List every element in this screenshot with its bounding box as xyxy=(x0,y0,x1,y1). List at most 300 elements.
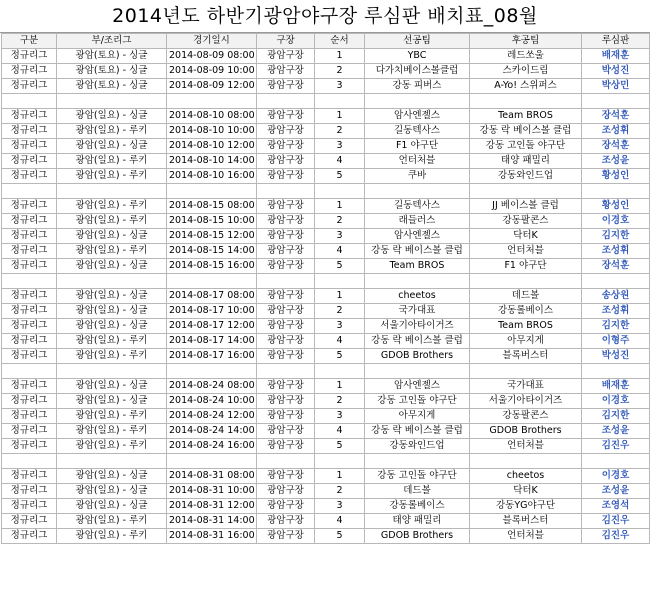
cell-away-team: 국가대표 xyxy=(365,304,470,319)
cell-order: 2 xyxy=(315,124,365,139)
cell-league: 광암(일요) - 루키 xyxy=(57,349,167,364)
cell-umpire: 이형주 xyxy=(582,334,650,349)
table-row xyxy=(2,529,650,544)
cell-datetime: 2014-08-10 08:00 xyxy=(167,109,257,124)
cell-field: 광암구장 xyxy=(257,529,315,544)
cell-field: 광암구장 xyxy=(257,64,315,79)
cell-away-team: 강동 고인돌 야구단 xyxy=(365,469,470,484)
cell-umpire: 박성진 xyxy=(582,349,650,364)
spacer-cell xyxy=(365,94,470,109)
cell-home-team: 강동 락 베이스볼 클럽 xyxy=(470,124,582,139)
cell-umpire: 배재훈 xyxy=(582,379,650,394)
cell-division: 정규리그 xyxy=(2,409,57,424)
cell-league: 광암(일요) - 싱글 xyxy=(57,304,167,319)
cell-home-team: 스카이드림 xyxy=(470,64,582,79)
cell-home-team: 서울기아타이거즈 xyxy=(470,394,582,409)
cell-away-team: 데드볼 xyxy=(365,484,470,499)
spacer-cell xyxy=(365,274,470,289)
cell-umpire: 조성윤 xyxy=(582,154,650,169)
spacer-row xyxy=(2,94,650,109)
cell-league: 광암(토요) - 싱글 xyxy=(57,49,167,64)
cell-datetime: 2014-08-31 14:00 xyxy=(167,514,257,529)
cell-datetime: 2014-08-31 08:00 xyxy=(167,469,257,484)
table-row xyxy=(2,109,650,124)
spacer-cell xyxy=(315,94,365,109)
spacer-cell xyxy=(257,184,315,199)
cell-order: 3 xyxy=(315,229,365,244)
spacer-cell xyxy=(57,94,167,109)
cell-order: 3 xyxy=(315,499,365,514)
header-home-team: 후공팀 xyxy=(470,34,582,49)
cell-datetime: 2014-08-17 16:00 xyxy=(167,349,257,364)
cell-umpire: 조성휘 xyxy=(582,304,650,319)
cell-division: 정규리그 xyxy=(2,439,57,454)
cell-umpire: 조성윤 xyxy=(582,424,650,439)
cell-field: 광암구장 xyxy=(257,469,315,484)
spacer-cell xyxy=(257,364,315,379)
cell-datetime: 2014-08-10 12:00 xyxy=(167,139,257,154)
spacer-cell xyxy=(257,94,315,109)
cell-home-team: 언터처블 xyxy=(470,244,582,259)
cell-away-team: 다가치베이스볼클럽 xyxy=(365,64,470,79)
cell-umpire: 김진우 xyxy=(582,529,650,544)
cell-home-team: 레드쏘울 xyxy=(470,49,582,64)
cell-umpire: 황성인 xyxy=(582,199,650,214)
cell-league: 광암(일요) - 루키 xyxy=(57,124,167,139)
cell-umpire: 김진우 xyxy=(582,514,650,529)
cell-order: 3 xyxy=(315,319,365,334)
cell-home-team: 닥터K xyxy=(470,229,582,244)
cell-home-team: 언터처블 xyxy=(470,529,582,544)
cell-datetime: 2014-08-24 16:00 xyxy=(167,439,257,454)
cell-order: 1 xyxy=(315,49,365,64)
cell-division: 정규리그 xyxy=(2,394,57,409)
cell-away-team: 강동롤베이스 xyxy=(365,499,470,514)
header-datetime: 경기일시 xyxy=(167,34,257,49)
cell-umpire: 조영석 xyxy=(582,499,650,514)
cell-umpire: 장석훈 xyxy=(582,259,650,274)
spacer-cell xyxy=(582,274,650,289)
cell-field: 광암구장 xyxy=(257,49,315,64)
cell-division: 정규리그 xyxy=(2,124,57,139)
cell-division: 정규리그 xyxy=(2,349,57,364)
cell-division: 정규리그 xyxy=(2,154,57,169)
cell-league: 광암(일요) - 루키 xyxy=(57,409,167,424)
spacer-cell xyxy=(2,364,57,379)
spacer-cell xyxy=(167,364,257,379)
cell-league: 광암(일요) - 싱글 xyxy=(57,229,167,244)
cell-umpire: 김지한 xyxy=(582,319,650,334)
spacer-cell xyxy=(582,184,650,199)
spacer-cell xyxy=(57,364,167,379)
cell-league: 광암(토요) - 싱글 xyxy=(57,79,167,94)
cell-home-team: cheetos xyxy=(470,469,582,484)
cell-division: 정규리그 xyxy=(2,319,57,334)
cell-order: 2 xyxy=(315,304,365,319)
cell-order: 2 xyxy=(315,394,365,409)
header-order: 순서 xyxy=(315,34,365,49)
cell-home-team: 강동YG야구단 xyxy=(470,499,582,514)
cell-away-team: 암사엔젤스 xyxy=(365,229,470,244)
header-division: 구분 xyxy=(2,34,57,49)
cell-datetime: 2014-08-31 12:00 xyxy=(167,499,257,514)
cell-division: 정규리그 xyxy=(2,109,57,124)
cell-league: 광암(일요) - 싱글 xyxy=(57,319,167,334)
cell-division: 정규리그 xyxy=(2,139,57,154)
table-row xyxy=(2,499,650,514)
cell-field: 광암구장 xyxy=(257,199,315,214)
cell-league: 광암(일요) - 싱글 xyxy=(57,499,167,514)
cell-field: 광암구장 xyxy=(257,349,315,364)
cell-league: 광암(일요) - 루키 xyxy=(57,214,167,229)
cell-umpire: 이경호 xyxy=(582,214,650,229)
spacer-cell xyxy=(57,184,167,199)
cell-field: 광암구장 xyxy=(257,259,315,274)
spacer-cell xyxy=(167,454,257,469)
cell-umpire: 황성인 xyxy=(582,169,650,184)
header-row xyxy=(2,34,650,49)
spacer-cell xyxy=(2,454,57,469)
cell-division: 정규리그 xyxy=(2,259,57,274)
cell-division: 정규리그 xyxy=(2,244,57,259)
cell-order: 3 xyxy=(315,409,365,424)
cell-away-team: cheetos xyxy=(365,289,470,304)
cell-umpire: 박상민 xyxy=(582,79,650,94)
cell-away-team: GDOB Brothers xyxy=(365,349,470,364)
table-row xyxy=(2,349,650,364)
cell-league: 광암(일요) - 루키 xyxy=(57,424,167,439)
cell-order: 3 xyxy=(315,139,365,154)
cell-umpire: 조성휘 xyxy=(582,124,650,139)
cell-home-team: 강동 고인돌 야구단 xyxy=(470,139,582,154)
cell-order: 1 xyxy=(315,289,365,304)
cell-datetime: 2014-08-17 12:00 xyxy=(167,319,257,334)
spacer-cell xyxy=(167,274,257,289)
spacer-cell xyxy=(470,184,582,199)
table-row xyxy=(2,124,650,139)
cell-field: 광암구장 xyxy=(257,289,315,304)
cell-away-team: 강동와인드업 xyxy=(365,439,470,454)
cell-datetime: 2014-08-15 10:00 xyxy=(167,214,257,229)
table-row xyxy=(2,244,650,259)
cell-division: 정규리그 xyxy=(2,289,57,304)
cell-order: 3 xyxy=(315,79,365,94)
cell-league: 광암(일요) - 루키 xyxy=(57,514,167,529)
cell-away-team: 아무지게 xyxy=(365,409,470,424)
table-row xyxy=(2,334,650,349)
spacer-cell xyxy=(470,364,582,379)
cell-division: 정규리그 xyxy=(2,469,57,484)
cell-umpire: 이경호 xyxy=(582,469,650,484)
cell-field: 광암구장 xyxy=(257,319,315,334)
cell-datetime: 2014-08-09 10:00 xyxy=(167,64,257,79)
cell-order: 2 xyxy=(315,484,365,499)
spacer-cell xyxy=(257,274,315,289)
cell-league: 광암(일요) - 루키 xyxy=(57,334,167,349)
cell-datetime: 2014-08-24 10:00 xyxy=(167,394,257,409)
cell-away-team: 쿠바 xyxy=(365,169,470,184)
cell-umpire: 조성윤 xyxy=(582,484,650,499)
cell-home-team: Team BROS xyxy=(470,109,582,124)
table-row xyxy=(2,394,650,409)
cell-home-team: 국가대표 xyxy=(470,379,582,394)
cell-field: 광암구장 xyxy=(257,139,315,154)
cell-datetime: 2014-08-24 12:00 xyxy=(167,409,257,424)
cell-order: 5 xyxy=(315,529,365,544)
cell-field: 광암구장 xyxy=(257,424,315,439)
cell-datetime: 2014-08-24 08:00 xyxy=(167,379,257,394)
cell-league: 광암(일요) - 루키 xyxy=(57,439,167,454)
cell-away-team: 강동 락 베이스볼 클럽 xyxy=(365,244,470,259)
schedule-body xyxy=(2,49,650,544)
cell-home-team: 태양 패밀리 xyxy=(470,154,582,169)
cell-away-team: Team BROS xyxy=(365,259,470,274)
cell-umpire: 조성휘 xyxy=(582,244,650,259)
cell-datetime: 2014-08-09 12:00 xyxy=(167,79,257,94)
cell-division: 정규리그 xyxy=(2,304,57,319)
cell-division: 정규리그 xyxy=(2,169,57,184)
cell-home-team: 닥터K xyxy=(470,484,582,499)
schedule-table xyxy=(1,33,650,544)
spacer-cell xyxy=(2,94,57,109)
cell-away-team: GDOB Brothers xyxy=(365,529,470,544)
table-row xyxy=(2,514,650,529)
cell-division: 정규리그 xyxy=(2,64,57,79)
cell-umpire: 장석훈 xyxy=(582,109,650,124)
spacer-cell xyxy=(315,274,365,289)
cell-order: 5 xyxy=(315,259,365,274)
cell-field: 광암구장 xyxy=(257,439,315,454)
spacer-row xyxy=(2,274,650,289)
spacer-cell xyxy=(257,454,315,469)
table-row xyxy=(2,139,650,154)
cell-division: 정규리그 xyxy=(2,229,57,244)
table-row xyxy=(2,409,650,424)
cell-home-team: 강동팔콘스 xyxy=(470,409,582,424)
cell-datetime: 2014-08-15 16:00 xyxy=(167,259,257,274)
cell-field: 광암구장 xyxy=(257,499,315,514)
cell-umpire: 김지한 xyxy=(582,229,650,244)
cell-umpire: 송상원 xyxy=(582,289,650,304)
spacer-cell xyxy=(2,184,57,199)
spacer-cell xyxy=(470,274,582,289)
cell-away-team: 언터처블 xyxy=(365,154,470,169)
table-row xyxy=(2,379,650,394)
cell-field: 광암구장 xyxy=(257,154,315,169)
header-umpire: 루심판 xyxy=(582,34,650,49)
cell-datetime: 2014-08-10 16:00 xyxy=(167,169,257,184)
cell-home-team: 데드볼 xyxy=(470,289,582,304)
cell-away-team: 서울기아타이거즈 xyxy=(365,319,470,334)
cell-league: 광암(일요) - 싱글 xyxy=(57,139,167,154)
cell-home-team: 아무지게 xyxy=(470,334,582,349)
cell-division: 정규리그 xyxy=(2,424,57,439)
spacer-row xyxy=(2,184,650,199)
cell-field: 광암구장 xyxy=(257,334,315,349)
cell-league: 광암(일요) - 루키 xyxy=(57,199,167,214)
cell-order: 4 xyxy=(315,244,365,259)
cell-home-team: 블록버스터 xyxy=(470,514,582,529)
table-row xyxy=(2,64,650,79)
header-field: 구장 xyxy=(257,34,315,49)
cell-field: 광암구장 xyxy=(257,124,315,139)
cell-league: 광암(일요) - 싱글 xyxy=(57,469,167,484)
cell-away-team: 태양 패밀리 xyxy=(365,514,470,529)
cell-division: 정규리그 xyxy=(2,484,57,499)
cell-league: 광암(일요) - 싱글 xyxy=(57,484,167,499)
page-title: 2014년도 하반기광암야구장 루심판 배치표_08월 xyxy=(0,0,650,33)
table-row xyxy=(2,214,650,229)
table-row xyxy=(2,289,650,304)
cell-datetime: 2014-08-31 16:00 xyxy=(167,529,257,544)
table-row xyxy=(2,469,650,484)
cell-league: 광암(일요) - 루키 xyxy=(57,529,167,544)
spacer-cell xyxy=(582,454,650,469)
cell-league: 광암(일요) - 싱글 xyxy=(57,289,167,304)
cell-field: 광암구장 xyxy=(257,79,315,94)
cell-away-team: 강동 고인돌 야구단 xyxy=(365,394,470,409)
cell-away-team: F1 야구단 xyxy=(365,139,470,154)
cell-division: 정규리그 xyxy=(2,49,57,64)
cell-datetime: 2014-08-09 08:00 xyxy=(167,49,257,64)
cell-away-team: 암사엔젤스 xyxy=(365,379,470,394)
cell-datetime: 2014-08-17 14:00 xyxy=(167,334,257,349)
spacer-cell xyxy=(365,364,470,379)
cell-league: 광암(토요) - 싱글 xyxy=(57,64,167,79)
cell-umpire: 김지한 xyxy=(582,409,650,424)
cell-league: 광암(일요) - 싱글 xyxy=(57,109,167,124)
cell-division: 정규리그 xyxy=(2,514,57,529)
cell-order: 2 xyxy=(315,64,365,79)
cell-home-team: 블록버스터 xyxy=(470,349,582,364)
cell-order: 5 xyxy=(315,349,365,364)
cell-order: 4 xyxy=(315,424,365,439)
cell-league: 광암(일요) - 싱글 xyxy=(57,394,167,409)
cell-away-team: 강동 락 베이스볼 클럽 xyxy=(365,424,470,439)
cell-field: 광암구장 xyxy=(257,484,315,499)
table-row xyxy=(2,319,650,334)
cell-order: 1 xyxy=(315,109,365,124)
table-row xyxy=(2,484,650,499)
cell-umpire: 장석훈 xyxy=(582,139,650,154)
cell-home-team: Team BROS xyxy=(470,319,582,334)
cell-datetime: 2014-08-17 08:00 xyxy=(167,289,257,304)
table-row xyxy=(2,199,650,214)
spacer-cell xyxy=(470,454,582,469)
cell-umpire: 이경호 xyxy=(582,394,650,409)
cell-order: 4 xyxy=(315,514,365,529)
spacer-cell xyxy=(315,364,365,379)
cell-home-team: 언터처블 xyxy=(470,439,582,454)
spacer-cell xyxy=(57,454,167,469)
cell-home-team: 강동팔콘스 xyxy=(470,214,582,229)
cell-division: 정규리그 xyxy=(2,379,57,394)
cell-away-team: 길동텍사스 xyxy=(365,199,470,214)
cell-field: 광암구장 xyxy=(257,214,315,229)
spacer-cell xyxy=(57,274,167,289)
cell-field: 광암구장 xyxy=(257,379,315,394)
cell-datetime: 2014-08-10 14:00 xyxy=(167,154,257,169)
cell-division: 정규리그 xyxy=(2,334,57,349)
cell-away-team: 암사엔젤스 xyxy=(365,109,470,124)
cell-home-team: A-Yo! 스위퍼스 xyxy=(470,79,582,94)
cell-datetime: 2014-08-15 12:00 xyxy=(167,229,257,244)
table-row xyxy=(2,154,650,169)
cell-league: 광암(일요) - 루키 xyxy=(57,154,167,169)
spacer-cell xyxy=(365,454,470,469)
spacer-cell xyxy=(582,364,650,379)
cell-order: 4 xyxy=(315,334,365,349)
cell-field: 광암구장 xyxy=(257,109,315,124)
cell-league: 광암(일요) - 싱글 xyxy=(57,259,167,274)
spacer-cell xyxy=(315,184,365,199)
cell-division: 정규리그 xyxy=(2,199,57,214)
spacer-row xyxy=(2,454,650,469)
spacer-cell xyxy=(167,184,257,199)
cell-datetime: 2014-08-31 10:00 xyxy=(167,484,257,499)
cell-umpire: 김진우 xyxy=(582,439,650,454)
table-row xyxy=(2,49,650,64)
cell-order: 1 xyxy=(315,469,365,484)
cell-home-team: JJ 베이스볼 클럽 xyxy=(470,199,582,214)
table-row xyxy=(2,439,650,454)
spacer-cell xyxy=(315,454,365,469)
cell-field: 광암구장 xyxy=(257,169,315,184)
cell-field: 광암구장 xyxy=(257,304,315,319)
cell-league: 광암(일요) - 루키 xyxy=(57,169,167,184)
cell-field: 광암구장 xyxy=(257,244,315,259)
cell-away-team: YBC xyxy=(365,49,470,64)
spacer-cell xyxy=(582,94,650,109)
spacer-cell xyxy=(470,94,582,109)
table-row xyxy=(2,424,650,439)
cell-away-team: 래들러스 xyxy=(365,214,470,229)
cell-datetime: 2014-08-10 10:00 xyxy=(167,124,257,139)
cell-datetime: 2014-08-15 08:00 xyxy=(167,199,257,214)
cell-away-team: 길동텍사스 xyxy=(365,124,470,139)
cell-datetime: 2014-08-15 14:00 xyxy=(167,244,257,259)
table-row xyxy=(2,79,650,94)
cell-order: 4 xyxy=(315,154,365,169)
spacer-cell xyxy=(365,184,470,199)
cell-field: 광암구장 xyxy=(257,514,315,529)
table-row xyxy=(2,259,650,274)
cell-away-team: 강동 락 베이스볼 클럽 xyxy=(365,334,470,349)
cell-order: 1 xyxy=(315,199,365,214)
cell-order: 5 xyxy=(315,169,365,184)
table-row xyxy=(2,229,650,244)
table-row xyxy=(2,169,650,184)
cell-division: 정규리그 xyxy=(2,79,57,94)
cell-umpire: 배재훈 xyxy=(582,49,650,64)
cell-field: 광암구장 xyxy=(257,394,315,409)
table-row xyxy=(2,304,650,319)
cell-division: 정규리그 xyxy=(2,214,57,229)
cell-order: 5 xyxy=(315,439,365,454)
spacer-cell xyxy=(2,274,57,289)
cell-order: 1 xyxy=(315,379,365,394)
cell-league: 광암(일요) - 싱글 xyxy=(57,379,167,394)
cell-umpire: 박성진 xyxy=(582,64,650,79)
header-away-team: 선공팀 xyxy=(365,34,470,49)
cell-division: 정규리그 xyxy=(2,499,57,514)
cell-league: 광암(일요) - 루키 xyxy=(57,244,167,259)
cell-datetime: 2014-08-17 10:00 xyxy=(167,304,257,319)
cell-home-team: 강동와인드업 xyxy=(470,169,582,184)
cell-away-team: 강동 피버스 xyxy=(365,79,470,94)
cell-division: 정규리그 xyxy=(2,529,57,544)
cell-datetime: 2014-08-24 14:00 xyxy=(167,424,257,439)
